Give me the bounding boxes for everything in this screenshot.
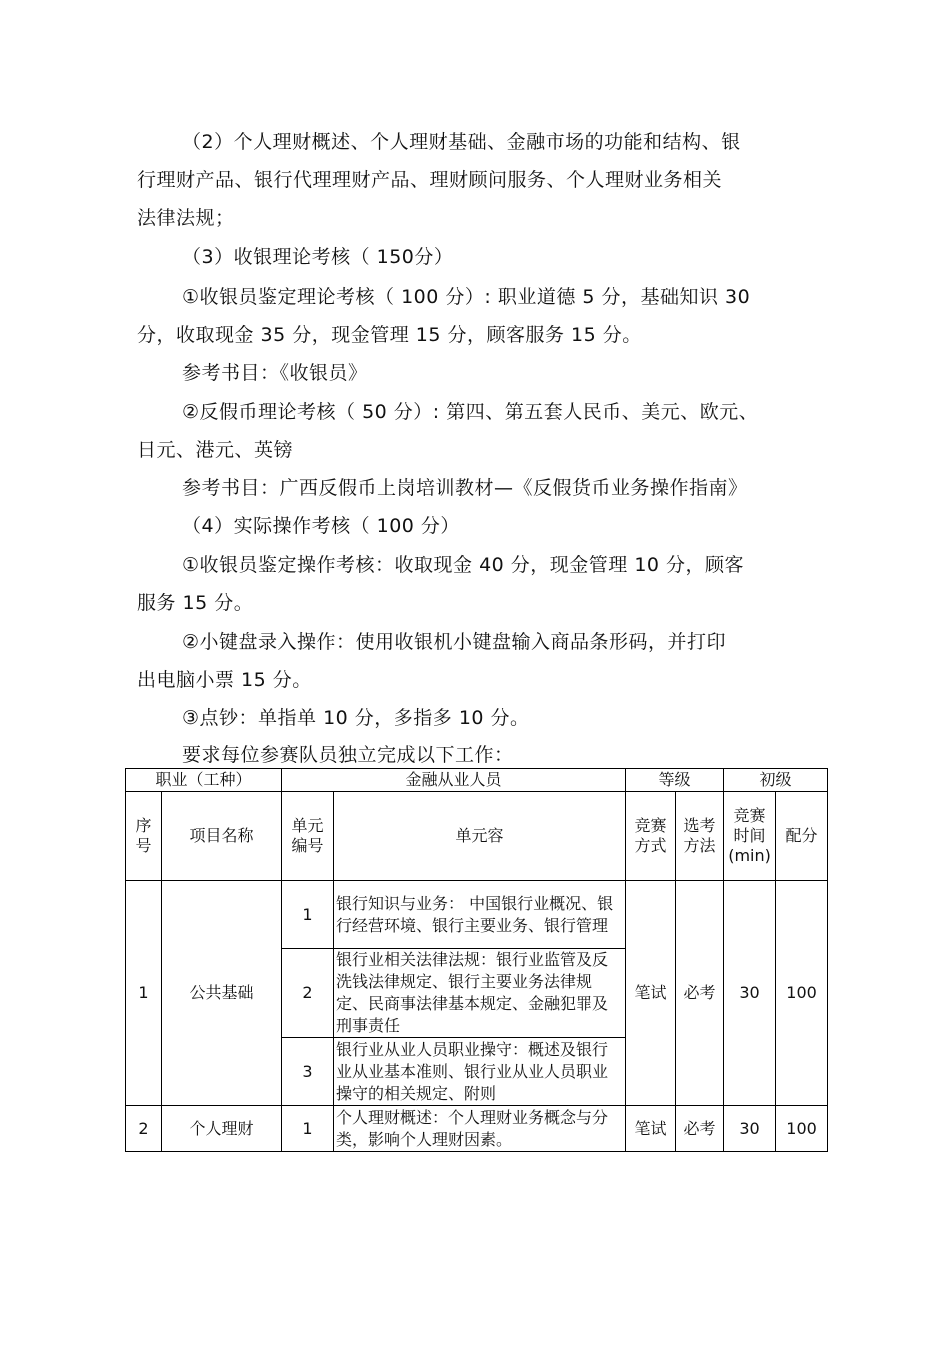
row1-unit-content: 银行业相关法律法规：银行业监管及反洗钱法律规定、银行主要业务法律规定、民商事法律基本规定、金融犯罪及刑事责任	[334, 949, 626, 1038]
row1-seq: 1	[126, 881, 162, 1106]
row1-mode: 笔试	[626, 881, 676, 1106]
row1-unit-content: 银行知识与业务： 中国银行业概况、银行经营环境、银行主要业务、银行管理	[334, 881, 626, 949]
header-mode: 竞赛方式	[626, 792, 676, 881]
table-header-row	[126, 792, 828, 881]
paragraph-line: 法律法规；	[137, 207, 235, 229]
paragraph-line: ②反假币理论考核（ 50 分）: 第四、第五套人民币、美元、欧元、	[182, 401, 759, 423]
paragraph-line: ②小键盘录入操作：使用收银机小键盘输入商品条形码，并打印	[182, 631, 727, 653]
row2-seq: 2	[126, 1106, 162, 1152]
paragraph-line: ①收银员鉴定理论考核（ 100 分）: 职业道德 5 分，基础知识 30	[182, 286, 751, 308]
paragraph-line: ①收银员鉴定操作考核：收取现金 40 分，现金管理 10 分，顾客	[182, 554, 745, 576]
table-row	[126, 881, 828, 949]
reference-line: 参考书目：《收银员》	[182, 362, 368, 384]
occupation-label: 职业（工种）	[126, 769, 282, 792]
row1-unit-no: 1	[282, 881, 334, 949]
row1-unit-no: 3	[282, 1038, 334, 1106]
row2-mode: 笔试	[626, 1106, 676, 1152]
level-label: 等级	[626, 769, 724, 792]
section-heading: （4）实际操作考核（ 100 分）	[182, 515, 460, 537]
row1-score: 100	[776, 881, 828, 1106]
paragraph-line: 行理财产品、银行代理理财产品、理财顾问服务、个人理财业务相关	[137, 169, 723, 191]
header-item-name: 项目名称	[162, 792, 282, 881]
section-heading: （3）收银理论考核（ 150分）	[182, 246, 454, 268]
row1-unit-content: 银行业从业人员职业操守：概述及银行业从业基本准则、银行业从业人员职业操守的相关规定、附则	[334, 1038, 626, 1106]
header-time: 竞赛时间(min)	[724, 792, 776, 881]
header-unit-no: 单元编号	[282, 792, 334, 881]
table-info-row	[126, 769, 828, 792]
row1-unit-no: 2	[282, 949, 334, 1038]
row2-unit-no: 1	[282, 1106, 334, 1152]
paragraph-line: 服务 15 分。	[137, 592, 254, 614]
row2-score: 100	[776, 1106, 828, 1152]
header-seq: 序号	[126, 792, 162, 881]
paragraph-line: 日元、港元、英镑	[137, 439, 294, 461]
paragraph-line: （2）个人理财概述、个人理财基础、金融市场的功能和结构、银	[182, 131, 741, 153]
header-unit-content: 单元容	[334, 792, 626, 881]
row2-item-name: 个人理财	[162, 1106, 282, 1152]
row2-method: 必考	[676, 1106, 724, 1152]
header-score: 配分	[776, 792, 828, 881]
level-value: 初级	[724, 769, 828, 792]
row1-time: 30	[724, 881, 776, 1106]
row1-item-name: 公共基础	[162, 881, 282, 1106]
occupation-value: 金融从业人员	[282, 769, 626, 792]
table-row	[126, 1106, 828, 1152]
competition-table	[125, 768, 828, 1152]
paragraph-line: 出电脑小票 15 分。	[137, 669, 312, 691]
row1-method: 必考	[676, 881, 724, 1106]
paragraph-line: 分，收取现金 35 分，现金管理 15 分，顾客服务 15 分。	[137, 324, 642, 346]
header-method: 选考方法	[676, 792, 724, 881]
paragraph-line: 要求每位参赛队员独立完成以下工作：	[182, 744, 514, 766]
reference-line: 参考书目：广西反假币上岗培训教材—《反假货币业务操作指南》	[182, 477, 748, 499]
paragraph-line: ③点钞：单指单 10 分，多指多 10 分。	[182, 707, 530, 729]
row2-time: 30	[724, 1106, 776, 1152]
row2-unit-content: 个人理财概述：个人理财业务概念与分类，影响个人理财因素。	[334, 1106, 626, 1152]
